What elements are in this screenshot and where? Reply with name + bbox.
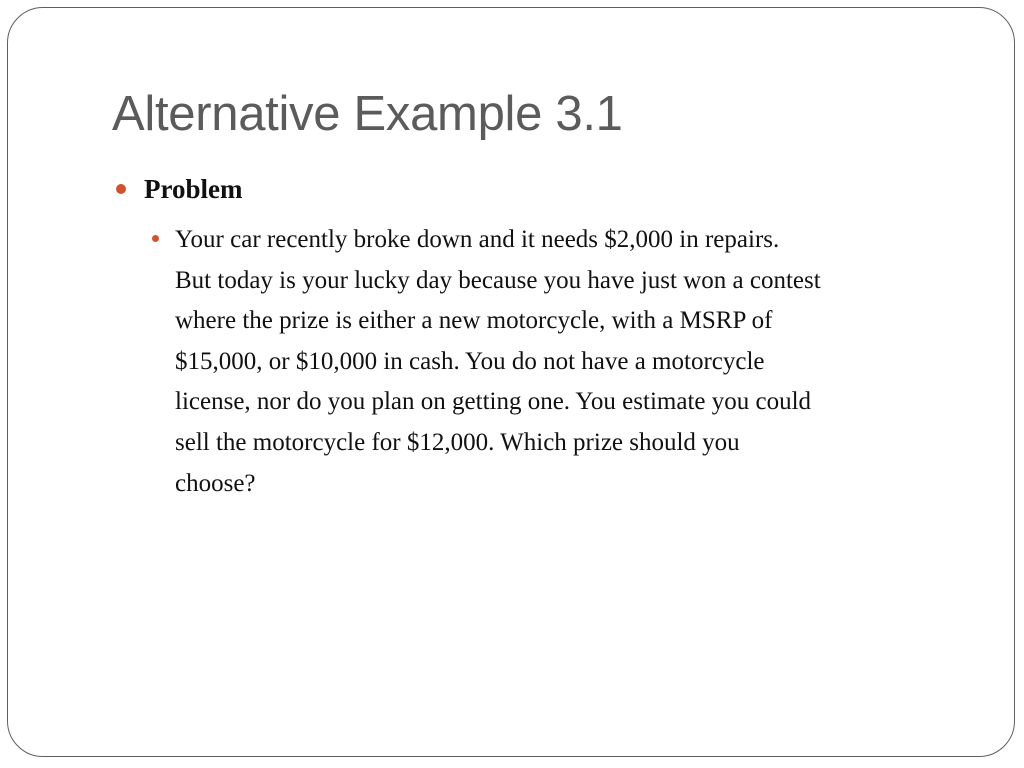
problem-line: But today is your lucky day because you have just won a contest — [175, 266, 821, 294]
problem-line: $15,000, or $10,000 in cash. You do not have a motorcycle — [175, 347, 765, 375]
problem-line: license, nor do you plan on getting one. You estimate you could — [175, 388, 812, 416]
sub-bullet-dot-icon — [152, 235, 159, 242]
problem-statement — [175, 220, 965, 504]
problem-line: where the prize is either a new motorcycle, with a MSRP of — [175, 307, 773, 335]
problem-line: sell the motorcycle for $12,000. Which prize should you — [175, 428, 740, 456]
bullet-dot-icon — [116, 184, 126, 194]
problem-line: Your car recently broke down and it needs $2,000 in repairs. — [175, 226, 780, 253]
slide-title: Alternative Example 3.1 — [112, 87, 623, 141]
bullet-problem-label: Problem — [144, 174, 243, 204]
problem-line: choose? — [175, 469, 256, 497]
